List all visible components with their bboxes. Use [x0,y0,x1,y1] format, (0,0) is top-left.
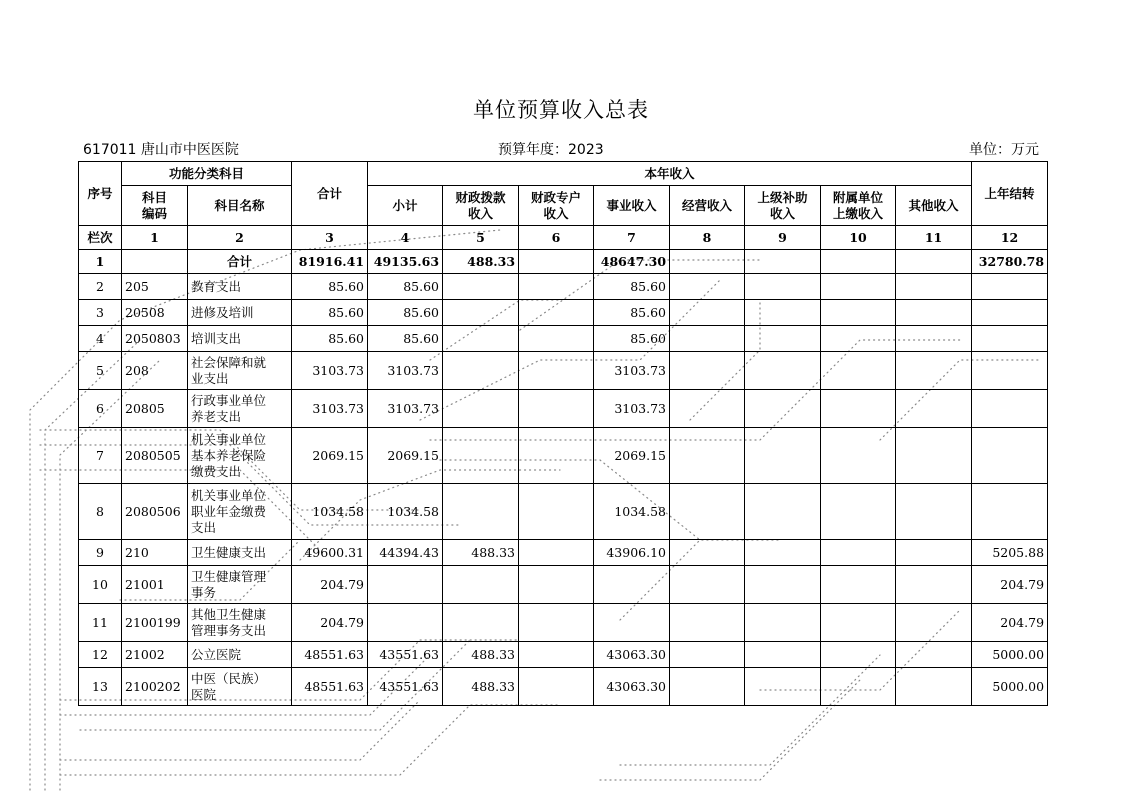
cell-fiscal-special [519,352,594,390]
cell-affiliated [821,642,896,668]
cell-other [896,250,972,274]
cell-total: 48551.63 [292,668,368,706]
cell-business: 85.60 [594,274,670,300]
column-number: 5 [443,226,519,250]
cell-subtotal: 43551.63 [368,642,443,668]
cell-superior-subsidy [745,274,821,300]
cell-seq: 13 [79,668,122,706]
cell-name: 卫生健康管理 事务 [188,566,292,604]
cell-affiliated [821,668,896,706]
cell-fiscal-special [519,566,594,604]
cell-superior-subsidy [745,604,821,642]
cell-subtotal: 49135.63 [368,250,443,274]
table-row [79,390,1048,428]
cell-total: 204.79 [292,566,368,604]
cell-seq: 5 [79,352,122,390]
cell-fiscal-alloc [443,484,519,540]
column-number: 3 [292,226,368,250]
column-number: 9 [745,226,821,250]
column-number: 1 [122,226,188,250]
cell-fiscal-alloc [443,274,519,300]
header-seq: 序号 [79,162,122,226]
cell-operating [670,326,745,352]
cell-carryover [972,428,1048,484]
cell-business [594,566,670,604]
cell-business: 1034.58 [594,484,670,540]
cell-code: 21002 [122,642,188,668]
cell-code: 2100199 [122,604,188,642]
cell-code: 20508 [122,300,188,326]
cell-business: 85.60 [594,326,670,352]
cell-total: 2069.15 [292,428,368,484]
cell-code: 21001 [122,566,188,604]
header-other: 其他收入 [896,186,972,226]
cell-fiscal-alloc [443,604,519,642]
column-number: 10 [821,226,896,250]
cell-fiscal-special [519,642,594,668]
cell-operating [670,484,745,540]
cell-superior-subsidy [745,352,821,390]
cell-superior-subsidy [745,540,821,566]
cell-subtotal: 1034.58 [368,484,443,540]
cell-operating [670,566,745,604]
cell-name: 教育支出 [188,274,292,300]
header-fiscal-special: 财政专户 收入 [519,186,594,226]
cell-fiscal-alloc: 488.33 [443,668,519,706]
cell-affiliated [821,274,896,300]
cell-carryover [972,352,1048,390]
cell-other [896,642,972,668]
header-affiliated: 附属单位 上缴收入 [821,186,896,226]
cell-other [896,604,972,642]
cell-total: 85.60 [292,300,368,326]
cell-carryover: 5205.88 [972,540,1048,566]
cell-code: 20805 [122,390,188,428]
cell-business: 2069.15 [594,428,670,484]
cell-carryover [972,484,1048,540]
cell-fiscal-special [519,604,594,642]
cell-name: 行政事业单位 养老支出 [188,390,292,428]
cell-fiscal-special [519,326,594,352]
cell-subtotal [368,604,443,642]
cell-seq: 7 [79,428,122,484]
cell-fiscal-alloc [443,390,519,428]
cell-operating [670,540,745,566]
header-operating: 经营收入 [670,186,745,226]
unit-label: 617011 唐山市中医医院 [83,142,239,158]
header-business: 事业收入 [594,186,670,226]
cell-fiscal-alloc: 488.33 [443,250,519,274]
cell-superior-subsidy [745,390,821,428]
cell-operating [670,668,745,706]
cell-name: 进修及培训 [188,300,292,326]
cell-name: 公立医院 [188,642,292,668]
column-number: 11 [896,226,972,250]
cell-code: 2050803 [122,326,188,352]
cell-superior-subsidy [745,668,821,706]
cell-affiliated [821,326,896,352]
table-row [79,352,1048,390]
cell-superior-subsidy [745,300,821,326]
cell-fiscal-alloc: 488.33 [443,642,519,668]
cell-other [896,352,972,390]
cell-name: 培训支出 [188,326,292,352]
table-row [79,642,1048,668]
cell-business: 43063.30 [594,668,670,706]
cell-carryover: 32780.78 [972,250,1048,274]
cell-other [896,540,972,566]
cell-code: 2100202 [122,668,188,706]
cell-total: 3103.73 [292,390,368,428]
cell-fiscal-alloc [443,428,519,484]
cell-name: 合计 [188,250,292,274]
cell-operating [670,300,745,326]
cell-name: 中医（民族） 医院 [188,668,292,706]
cell-subtotal: 43551.63 [368,668,443,706]
cell-affiliated [821,428,896,484]
cell-total: 3103.73 [292,352,368,390]
table-row [79,300,1048,326]
cell-subtotal [368,566,443,604]
cell-name: 卫生健康支出 [188,540,292,566]
cell-seq: 6 [79,390,122,428]
cell-affiliated [821,352,896,390]
cell-fiscal-alloc [443,566,519,604]
cell-operating [670,274,745,300]
cell-name: 其他卫生健康 管理事务支出 [188,604,292,642]
header-carryover: 上年结转 [972,162,1048,226]
cell-business: 85.60 [594,300,670,326]
cell-superior-subsidy [745,642,821,668]
cell-other [896,300,972,326]
cell-total: 85.60 [292,274,368,300]
column-number: 2 [188,226,292,250]
cell-seq: 3 [79,300,122,326]
cell-name: 机关事业单位 职业年金缴费 支出 [188,484,292,540]
cell-affiliated [821,604,896,642]
cell-affiliated [821,300,896,326]
year-label: 预算年度：2023 [498,142,604,158]
cell-subtotal: 2069.15 [368,428,443,484]
cell-carryover: 5000.00 [972,642,1048,668]
cell-seq: 9 [79,540,122,566]
cell-total: 1034.58 [292,484,368,540]
cell-seq: 12 [79,642,122,668]
cell-other [896,566,972,604]
cell-other [896,326,972,352]
cell-fiscal-alloc [443,326,519,352]
cell-operating [670,352,745,390]
column-number: 7 [594,226,670,250]
cell-fiscal-special [519,250,594,274]
table-row [79,326,1048,352]
cell-code: 208 [122,352,188,390]
cell-total: 85.60 [292,326,368,352]
cell-affiliated [821,540,896,566]
cell-seq: 10 [79,566,122,604]
page-title: 单位预算收入总表 [473,98,649,122]
cell-fiscal-special [519,668,594,706]
cell-seq: 8 [79,484,122,540]
cell-fiscal-alloc [443,352,519,390]
table-row [79,250,1048,274]
header-name: 科目名称 [188,186,292,226]
cell-carryover [972,300,1048,326]
cell-code: 210 [122,540,188,566]
cell-fiscal-special [519,390,594,428]
cell-subtotal: 85.60 [368,300,443,326]
cell-code [122,250,188,274]
cell-other [896,274,972,300]
column-number: 4 [368,226,443,250]
cell-business: 48647.30 [594,250,670,274]
column-number: 8 [670,226,745,250]
cell-total: 49600.31 [292,540,368,566]
cell-superior-subsidy [745,428,821,484]
header-subtotal: 小计 [368,186,443,226]
cell-subtotal: 44394.43 [368,540,443,566]
cell-subtotal: 85.60 [368,326,443,352]
cell-name: 机关事业单位 基本养老保险 缴费支出 [188,428,292,484]
cell-seq: 1 [79,250,122,274]
table-row [79,668,1048,706]
cell-operating [670,642,745,668]
cell-seq: 2 [79,274,122,300]
cell-operating [670,428,745,484]
cell-other [896,484,972,540]
cell-total: 81916.41 [292,250,368,274]
table-row [79,274,1048,300]
header-fiscal-alloc: 财政拨款 收入 [443,186,519,226]
cell-business: 3103.73 [594,352,670,390]
cell-fiscal-alloc: 488.33 [443,540,519,566]
cell-business [594,604,670,642]
cell-other [896,428,972,484]
header-current-year: 本年收入 [368,162,972,186]
cell-carryover: 204.79 [972,566,1048,604]
budget-table [78,161,1048,706]
cell-superior-subsidy [745,326,821,352]
cell-operating [670,250,745,274]
cell-subtotal: 85.60 [368,274,443,300]
cell-carryover [972,326,1048,352]
column-number: 12 [972,226,1048,250]
cell-superior-subsidy [745,250,821,274]
cell-code: 205 [122,274,188,300]
cell-superior-subsidy [745,484,821,540]
cell-affiliated [821,566,896,604]
header-code: 科目 编码 [122,186,188,226]
cell-affiliated [821,250,896,274]
cell-code: 2080505 [122,428,188,484]
cell-seq: 4 [79,326,122,352]
header-total: 合计 [292,162,368,226]
cell-affiliated [821,484,896,540]
cell-fiscal-special [519,540,594,566]
cell-fiscal-special [519,274,594,300]
cell-business: 43063.30 [594,642,670,668]
cell-fiscal-special [519,484,594,540]
column-number-label: 栏次 [79,226,122,250]
cell-subtotal: 3103.73 [368,352,443,390]
cell-carryover [972,390,1048,428]
table-row [79,540,1048,566]
cell-fiscal-special [519,300,594,326]
cell-other [896,668,972,706]
cell-carryover: 5000.00 [972,668,1048,706]
table-row [79,604,1048,642]
header-func-group: 功能分类科目 [122,162,292,186]
table-row [79,484,1048,540]
table-row [79,428,1048,484]
cell-name: 社会保障和就 业支出 [188,352,292,390]
cell-business: 43906.10 [594,540,670,566]
cell-fiscal-special [519,428,594,484]
cell-code: 2080506 [122,484,188,540]
header-superior-subsidy: 上级补助 收入 [745,186,821,226]
cell-other [896,390,972,428]
cell-affiliated [821,390,896,428]
cell-subtotal: 3103.73 [368,390,443,428]
table-row [79,566,1048,604]
column-number: 6 [519,226,594,250]
cell-superior-subsidy [745,566,821,604]
cell-fiscal-alloc [443,300,519,326]
cell-carryover: 204.79 [972,604,1048,642]
cell-total: 48551.63 [292,642,368,668]
cell-operating [670,604,745,642]
cell-operating [670,390,745,428]
cell-seq: 11 [79,604,122,642]
cell-total: 204.79 [292,604,368,642]
cell-carryover [972,274,1048,300]
currency-label: 单位：万元 [969,142,1039,158]
cell-business: 3103.73 [594,390,670,428]
